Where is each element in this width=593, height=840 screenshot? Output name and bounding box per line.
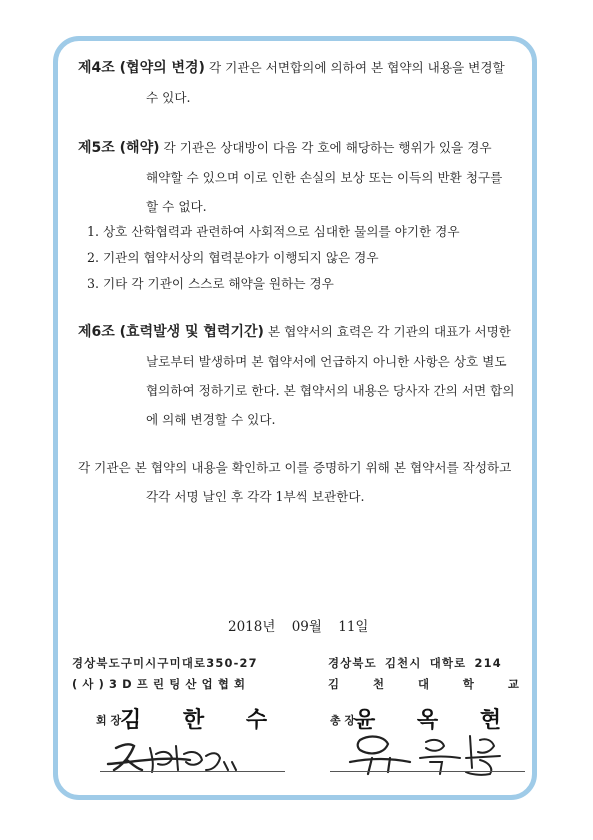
article-5-item-3: 3. 기타 각 기관이 스스로 해약을 원하는 경우 [87,276,334,291]
signing-date [228,615,380,635]
right-party-title: 총 장 [330,714,356,727]
date-month: 09월 [291,619,322,635]
right-party-address: 경상북도 김천시 대학로 214 [328,656,502,670]
article-4-heading: 제4조 (협약의 변경) [78,60,205,76]
closing-line-1: 각 기관은 본 협약의 내용을 확인하고 이를 증명하기 위해 본 협약서를 작성하고 [78,460,512,475]
article-6-text-1: 본 협약서의 효력은 각 기관의 대표가 서명한 [267,324,511,339]
article-6-heading: 제6조 (효력발생 및 협력기간) [78,324,264,340]
closing-line-2: 각각 서명 날인 후 각각 1부씩 보관한다. [146,489,365,504]
left-party-org: (사)3D프린팅산업협회 [72,677,251,691]
article-5-heading: 제5조 (해약) [78,140,160,156]
article-5-item-2: 2. 기관의 협약서상의 협력분야가 이행되지 않은 경우 [87,250,379,265]
article-6 [78,317,538,434]
right-party-org: 김 천 대 학 교 [328,677,519,691]
right-party-name: 윤 옥 현 [354,708,502,733]
closing-statement [78,453,538,511]
date-year: 2018년 [228,619,276,635]
right-party-signature [330,728,530,780]
article-4-text-1: 각 기관은 서면합의에 의하여 본 협약의 내용을 변경할 [208,60,505,75]
left-signature-line [100,771,285,772]
article-5-item-1: 1. 상호 산학협력과 관련하여 사회적으로 심대한 물의를 야기한 경우 [87,224,460,239]
article-4 [78,53,538,112]
article-6-text-3: 협의하여 정하기로 한다. 본 협약서의 내용은 당사자 간의 서면 합의 [146,383,515,398]
article-6-text-2: 날로부터 발생하며 본 협약서에 언급하지 아니한 사항은 상호 별도 [146,354,507,369]
left-party-signature [94,734,284,782]
article-6-text-4: 에 의해 변경할 수 있다. [146,412,276,427]
left-party-address: 경상북도구미시구미대로350-27 [72,656,258,670]
date-day: 11일 [338,619,369,635]
left-party-name: 김 한 수 [120,708,268,733]
article-4-text-2: 수 있다. [146,90,191,105]
right-signature-line [330,771,525,772]
left-party-title: 회 장 [96,714,122,727]
article-5-text-2: 해약할 수 있으며 이로 인한 손실의 보상 또는 이득의 반환 청구를 [146,170,503,185]
article-5 [78,133,538,221]
article-5-text-1: 각 기관은 상대방이 다음 각 호에 해당하는 행위가 있을 경우 [163,140,492,155]
article-5-text-3: 할 수 없다. [146,199,207,214]
